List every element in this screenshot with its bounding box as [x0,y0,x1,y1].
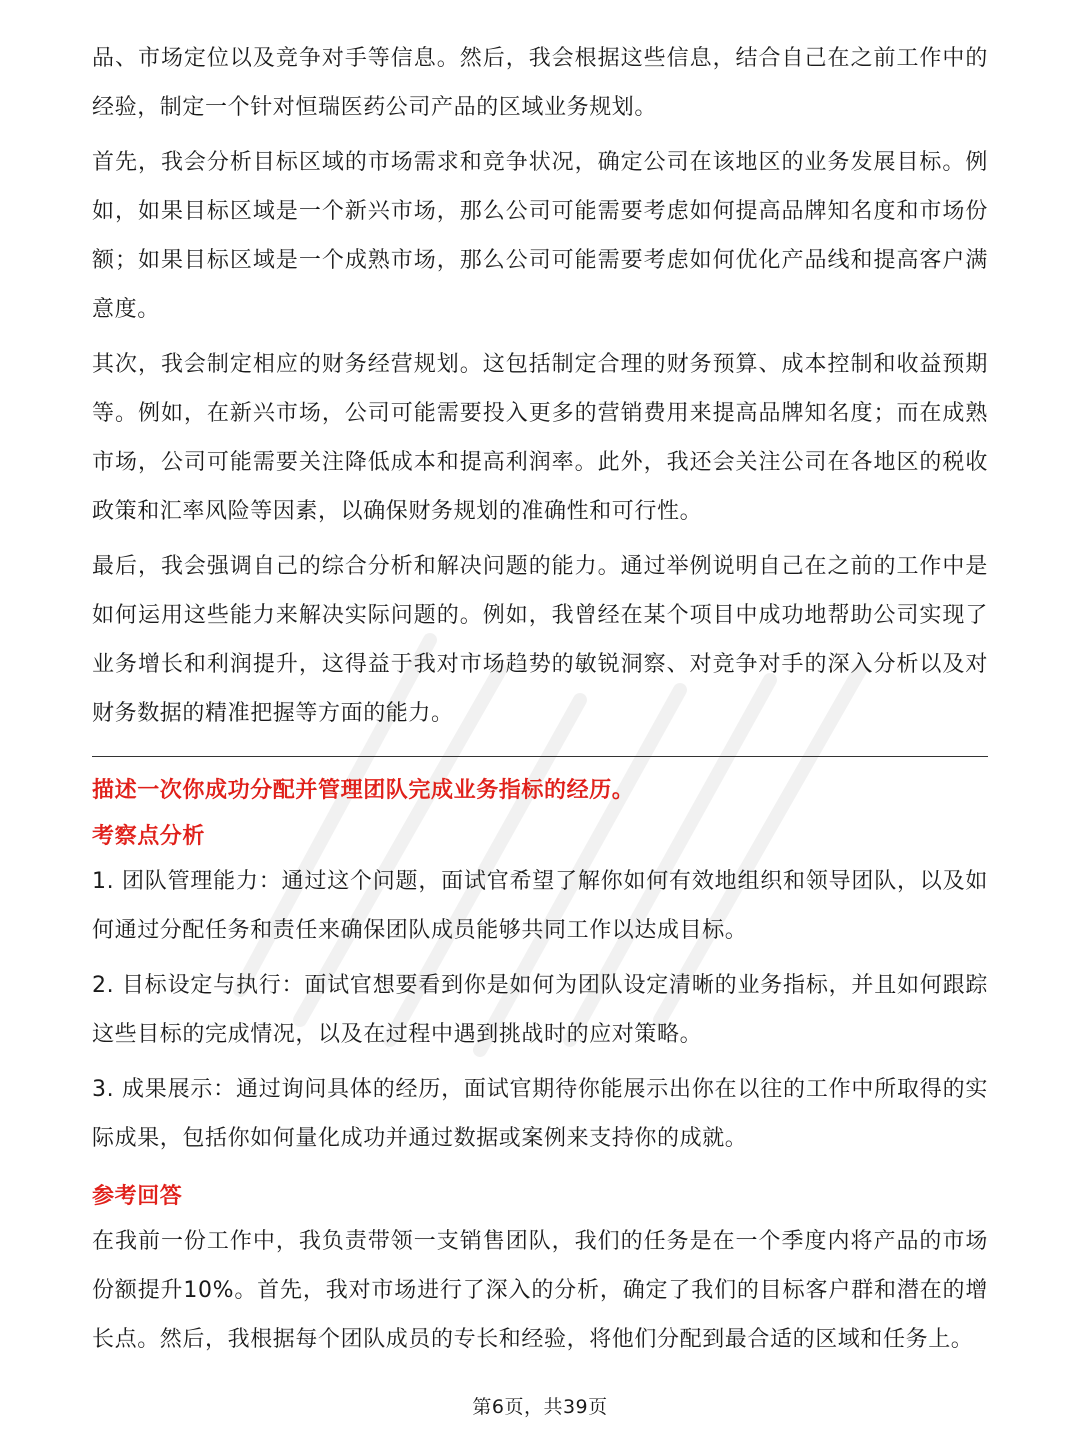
analysis-point-2: 2. 目标设定与执行：面试官想要看到你是如何为团队设定清晰的业务指标，并且如何跟踪这些目标的完成情况，以及在过程中遇到挑战时的应对策略。 [92,973,988,1047]
intro-paragraph-2: 首先，我会分析目标区域的市场需求和竞争状况，确定公司在该地区的业务发展目标。例如，如果目标区域是一个新兴市场，那么公司可能需要考虑如何提高品牌知名度和市场份额；如果目标区域是一个成熟市场，那么公司可能需要考虑如何优化产品线和提高客户满意度。 [92,150,988,322]
answer-heading: 参考回答 [92,1184,183,1209]
document-page [92,34,988,1370]
intro-paragraph-3: 其次，我会制定相应的财务经营规划。这包括制定合理的财务预算、成本控制和收益预期等。例如，在新兴市场，公司可能需要投入更多的营销费用来提高品牌知名度；而在成熟市场，公司可能需要关注降低成本和提高利润率。此外，我还会关注公司在各地区的税收政策和汇率风险等因素，以确保财务规划的准确性和可行性。 [92,352,988,524]
section-spacer [92,1169,988,1177]
section-divider [92,756,988,757]
answer-paragraph: 在我前一份工作中，我负责带领一支销售团队，我们的任务是在一个季度内将产品的市场份额提升10%。首先，我对市场进行了深入的分析，确定了我们的目标客户群和潜在的增长点。然后，我根据每个团队成员的专长和经验，将他们分配到最合适的区域和任务上。 [92,1229,988,1352]
analysis-point-3: 3. 成果展示：通过询问具体的经历，面试官期待你能展示出你在以往的工作中所取得的实际成果，包括你如何量化成功并通过数据或案例来支持你的成就。 [92,1077,988,1151]
page-number: 第6页，共39页 [472,1396,608,1418]
intro-paragraph-1: 品、市场定位以及竞争对手等信息。然后，我会根据这些信息，结合自己在之前工作中的经验，制定一个针对恒瑞医药公司产品的区域业务规划。 [92,46,988,120]
analysis-heading: 考察点分析 [92,824,206,849]
question-title: 描述一次你成功分配并管理团队完成业务指标的经历。 [92,778,635,803]
analysis-point-1: 1. 团队管理能力：通过这个问题，面试官希望了解你如何有效地组织和领导团队，以及如何通过分配任务和责任来确保团队成员能够共同工作以达成目标。 [92,869,988,943]
intro-paragraph-4: 最后，我会强调自己的综合分析和解决问题的能力。通过举例说明自己在之前的工作中是如何运用这些能力来解决实际问题的。例如，我曾经在某个项目中成功地帮助公司实现了业务增长和利润提升，这得益于我对市场趋势的敏锐洞察、对竞争对手的深入分析以及对财务数据的精准把握等方面的能力。 [92,554,988,726]
